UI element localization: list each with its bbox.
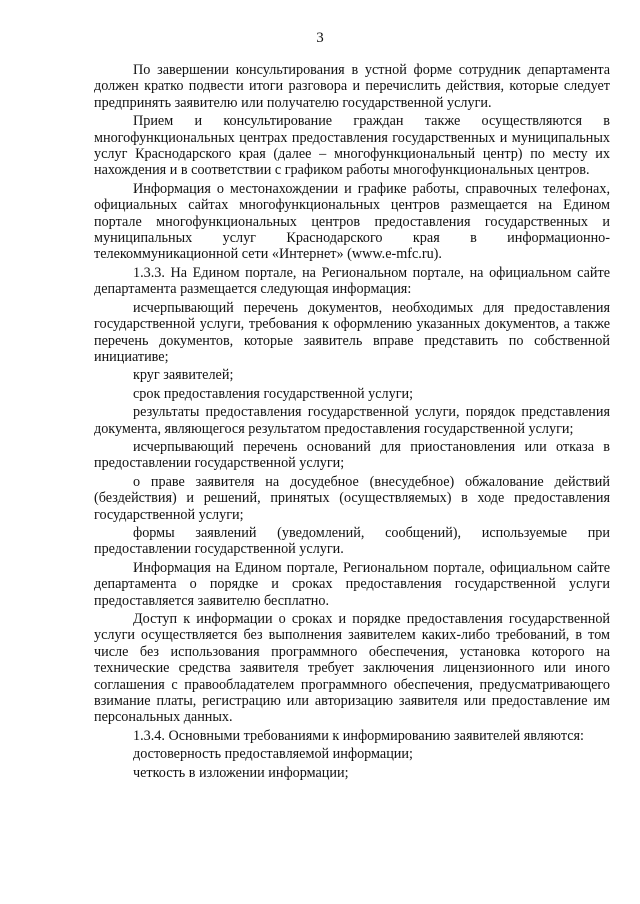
list-item: четкость в изложении информации; <box>133 764 349 781</box>
list-item: круг заявителей; <box>133 367 234 384</box>
list-item: результаты предоставления государственной услуги, порядок представления документа, являющегося результатом предоставления государственной услуги; <box>94 404 610 437</box>
paragraph: Информация на Едином портале, Региональном портале, официальном сайте департамента о порядке и сроках предоставления государственной услуги предоставляется заявителю бесплатно. <box>94 559 610 609</box>
list-item: формы заявлений (уведомлений, сообщений), используемые при предоставлении государственной услуги. <box>94 524 610 558</box>
paragraph: 1.3.3. На Едином портале, на Региональном портале, на официальном сайте департамента размещается следующая информация: <box>94 264 610 298</box>
list-item: о праве заявителя на досудебное (внесудебное) обжалование действий (бездействия) и решений, принятых (осуществляемых) в ходе предоставления государственной услуги; <box>94 473 610 523</box>
paragraph: Прием и консультирование граждан также осуществляются в многофункциональных центрах предоставления государственных и муниципальных услуг Краснодарского края (далее – многофункциональный центр) по месту их нахождения и в соответствии с графиком работы многофункциональных центров. <box>94 113 610 179</box>
paragraph: Информация о местонахождении и графике работы, справочных телефонах, официальных сайтах многофункциональных центров размещается на Едином портале многофункциональных центров предоставления государственных и муниципальных услуг Краснодарского края в информационно-телекоммуникационной сети «Интернет» (www.e-mfc.ru). <box>94 180 610 263</box>
paragraph: По завершении консультирования в устной форме сотрудник департамента должен кратко подвести итоги разговора и перечислить действия, которые следует предпринять заявителю или получателю государственной услуги. <box>94 62 610 111</box>
document-body <box>94 62 610 783</box>
list-item: исчерпывающий перечень документов, необходимых для предоставления государственной услуги, требования к оформлению указанных документов, а также перечень документов, которые заявитель вправе представить по собственной инициативе; <box>94 299 610 365</box>
page-number: 3 <box>316 30 324 46</box>
list-item: исчерпывающий перечень оснований для приостановления или отказа в предоставлении государственной услуги; <box>94 438 610 472</box>
list-item: срок предоставления государственной услуги; <box>133 385 414 402</box>
list-item: достоверность предоставляемой информации; <box>133 746 413 763</box>
paragraph: 1.3.4. Основными требованиями к информированию заявителей являются: <box>133 727 584 744</box>
paragraph: Доступ к информации о сроках и порядке предоставления государственной услуги осуществляется без выполнения заявителем каких-либо требований, в том числе без использования программного обеспечения, установка которого на технические средства заявителя требует заключения лицензионного или иного соглашения с правообладателем программного обеспечения, предусматривающего взимание платы, регистрацию или авторизацию заявителя или предоставление им персональных данных. <box>94 611 610 726</box>
